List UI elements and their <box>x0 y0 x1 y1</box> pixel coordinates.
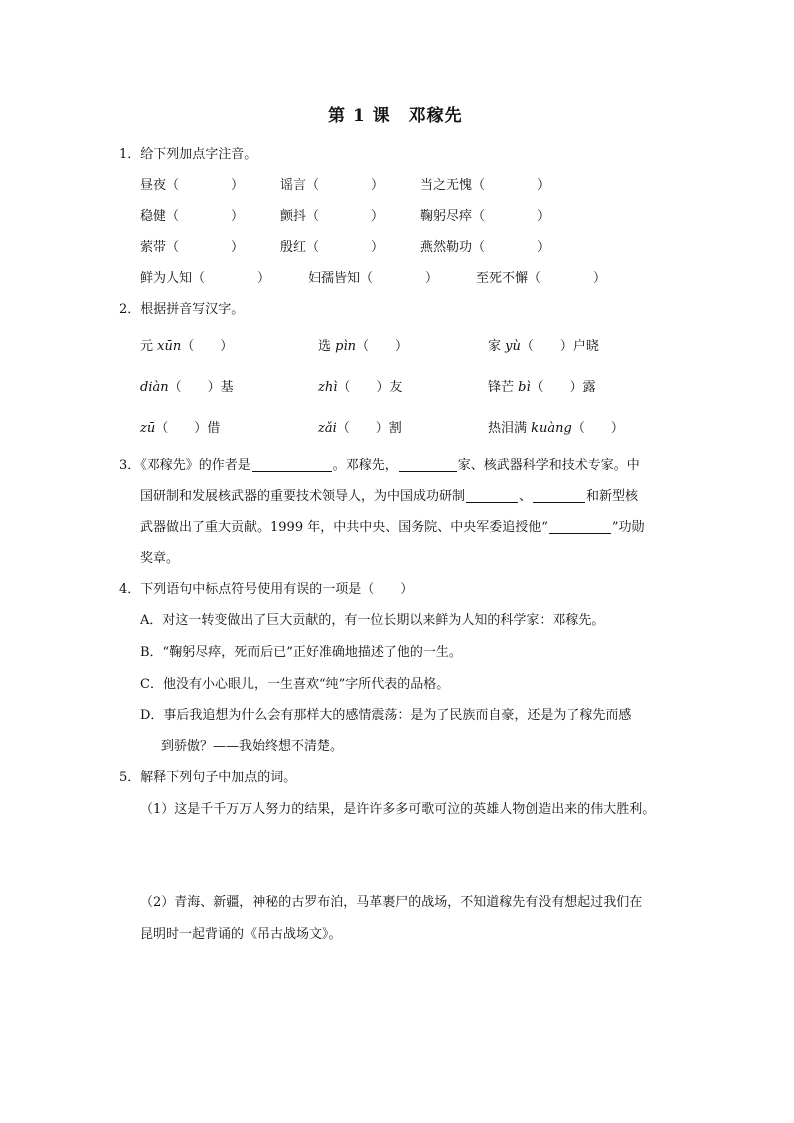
q2-pinyin: diàn <box>140 380 169 395</box>
q2-suffix: （ ）露 <box>530 380 596 395</box>
q3-blank-field[interactable] <box>399 457 457 472</box>
q3-text: 。邓稼先， <box>332 458 398 473</box>
q2-suffix: （ ） <box>356 339 409 354</box>
q4-option-d[interactable]: D．事后我追想为什么会有那样大的感情震荡：是为了民族而自豪，还是为了稼先而感 <box>140 708 632 723</box>
q3-text: 、 <box>519 489 533 504</box>
q4-option-c[interactable]: C．他没有小心眼儿，一生喜欢“纯”字所代表的品格。 <box>140 677 450 692</box>
q2-item <box>140 419 220 439</box>
q2-prefix: 选 <box>318 339 336 354</box>
q5-sentence-2-line-2: 昆明时一起背诵的《吊古战场文》。 <box>140 927 342 942</box>
q5-sentence-1: （1）这是千千万万人努力的结果，是许许多多可歌可泣的英雄人物创造出来的伟大胜利。 <box>140 802 656 817</box>
q1-item: 至死不懈（ ） <box>476 271 607 286</box>
q1-item: 稳健（ ） <box>140 209 245 224</box>
q4-prompt: 4．下列语句中标点符号使用有误的一项是（ ） <box>119 582 414 597</box>
q3-blank-medal[interactable] <box>549 519 611 534</box>
q2-pinyin: zhì <box>318 380 338 395</box>
q2-suffix: （ ） <box>181 339 234 354</box>
q2-pinyin: bì <box>518 380 531 395</box>
q2-item <box>140 378 234 398</box>
q4-option-b[interactable]: B．“鞠躬尽瘁，死而后已”正好准确地描述了他的一生。 <box>140 645 462 660</box>
q2-prefix: 热泪满 <box>488 421 532 436</box>
q2-item <box>318 337 408 357</box>
q4-option-d-cont: 到骄傲？——我始终想不清楚。 <box>161 739 344 754</box>
q2-suffix: （ ） <box>571 421 624 436</box>
q5-sentence-2-line-1: （2）青海、新疆，神秘的古罗布泊，马革裹尸的战场，不知道稼先有没有想起过我们在 <box>140 895 643 910</box>
q2-item <box>140 337 233 357</box>
q2-suffix: （ ）借 <box>155 421 221 436</box>
q3-line-4: 奖章。 <box>140 551 180 566</box>
q3-text: 和新型核 <box>586 489 639 504</box>
q3-text: 3．《邓稼先》的作者是 <box>119 458 251 473</box>
q1-prompt: 1．给下列加点字注音。 <box>119 147 258 162</box>
q3-line-2 <box>140 487 638 507</box>
q3-text: ”功勋 <box>611 520 645 535</box>
q2-pinyin: kuàng <box>531 421 572 436</box>
q1-item: 昼夜（ ） <box>140 178 245 193</box>
q2-prefix: 元 <box>140 339 158 354</box>
q2-pinyin: pìn <box>335 339 356 354</box>
q1-item: 殷红（ ） <box>280 240 385 255</box>
q2-suffix: （ ）户晓 <box>520 339 599 354</box>
q2-suffix: （ ）友 <box>337 380 403 395</box>
q1-item: 妇孺皆知（ ） <box>308 271 439 286</box>
q2-pinyin: zū <box>140 421 156 436</box>
q2-suffix: （ ）割 <box>336 421 402 436</box>
q2-prefix: 家 <box>488 339 506 354</box>
page-title: 第 1 课 邓稼先 <box>328 106 463 126</box>
q2-prompt: 2．根据拼音写汉字。 <box>119 302 245 317</box>
q2-prefix: 锋芒 <box>488 380 519 395</box>
q2-item <box>488 378 596 398</box>
q2-suffix: （ ）基 <box>168 380 234 395</box>
q3-text: 国研制和发展核武器的重要技术领导人，为中国成功研制 <box>140 489 466 504</box>
q1-item: 燕然勒功（ ） <box>420 240 551 255</box>
q3-line-1 <box>119 456 640 476</box>
q3-blank-weapon-2[interactable] <box>533 488 585 503</box>
q1-item: 鲜为人知（ ） <box>140 271 271 286</box>
q2-item <box>318 378 402 398</box>
q4-option-a[interactable]: A．对这一转变做出了巨大贡献的，有一位长期以来鲜为人知的科学家：邓稼先。 <box>140 613 605 628</box>
q2-pinyin: xūn <box>157 339 182 354</box>
q5-prompt: 5．解释下列句子中加点的词。 <box>119 770 297 785</box>
q3-text: 武器做出了重大贡献。1999 年，中共中央、国务院、中央军委追授他“ <box>140 520 548 535</box>
q1-item: 当之无愧（ ） <box>420 178 551 193</box>
q3-blank-weapon-1[interactable] <box>466 488 518 503</box>
q2-item <box>488 337 599 357</box>
q2-pinyin: yù <box>505 339 521 354</box>
q1-item: 颤抖（ ） <box>280 209 385 224</box>
q1-item: 谣言（ ） <box>280 178 385 193</box>
q3-blank-author[interactable] <box>252 457 332 472</box>
q3-text: 家、核武器科学和技术专家。中 <box>457 458 640 473</box>
q2-item <box>488 419 624 439</box>
q2-item <box>318 419 402 439</box>
q1-item: 鞠躬尽瘁（ ） <box>420 209 551 224</box>
q2-pinyin: zǎi <box>318 421 337 436</box>
q3-line-3 <box>140 518 645 538</box>
q1-item: 萦带（ ） <box>140 240 245 255</box>
